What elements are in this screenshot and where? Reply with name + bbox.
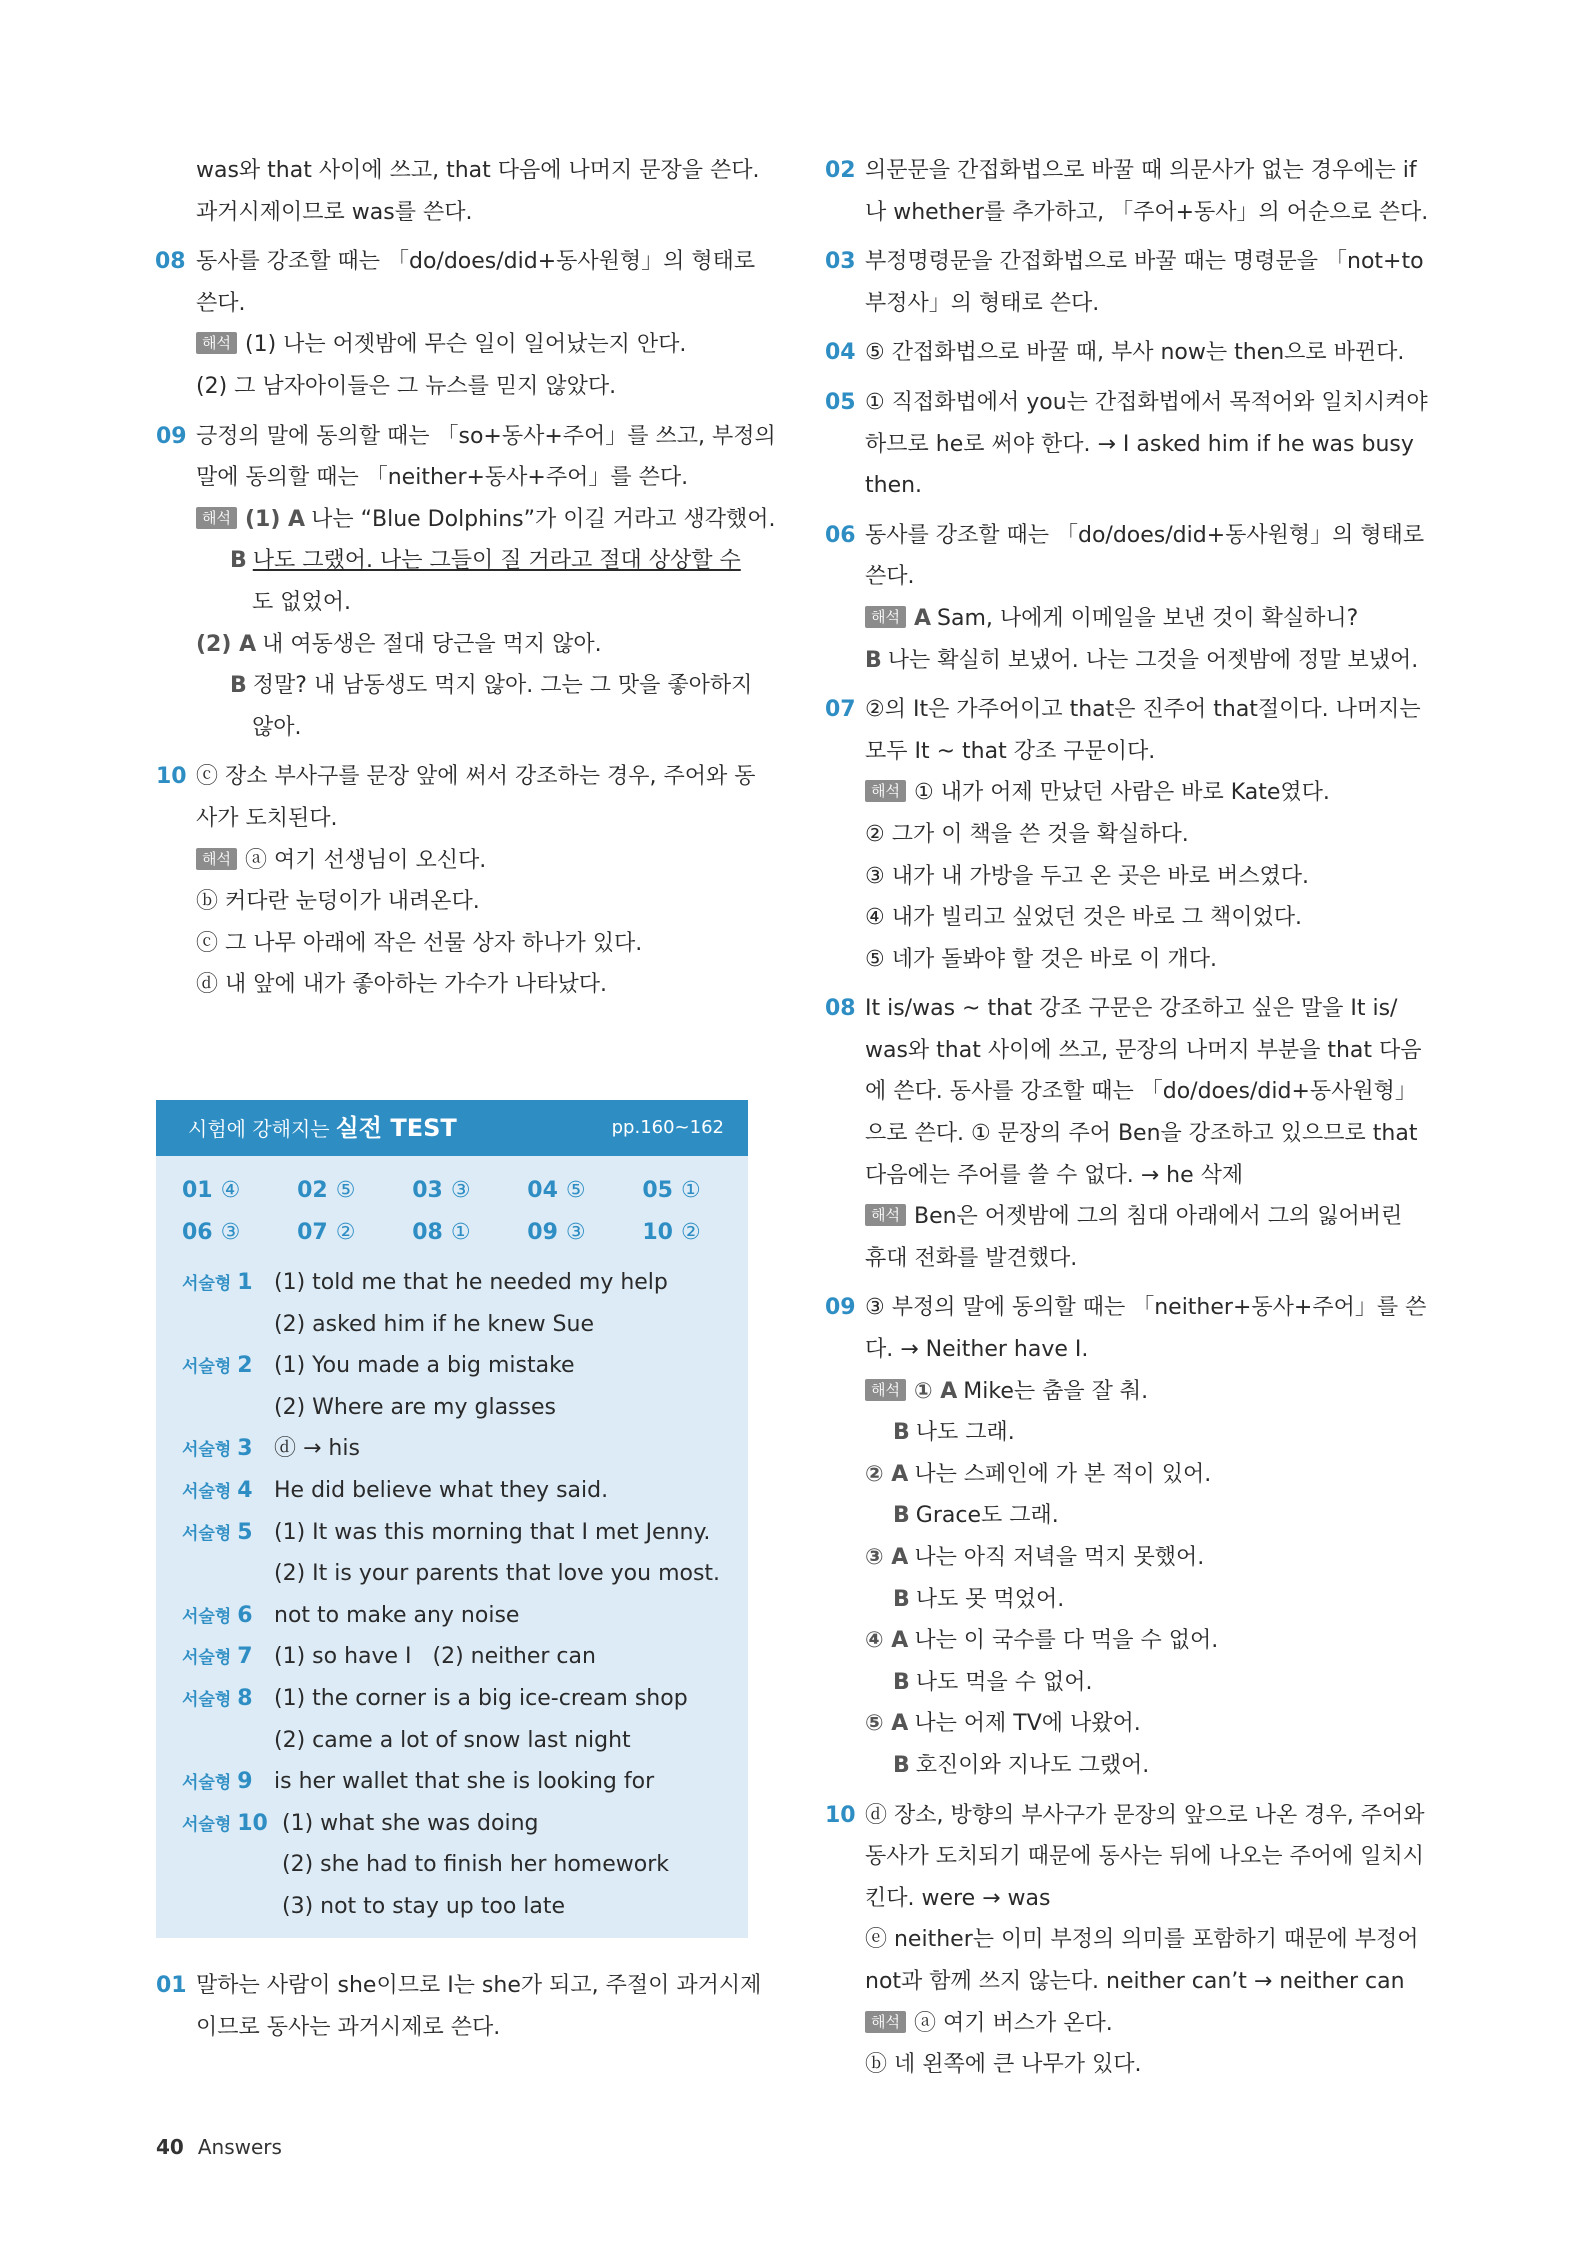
text-line: 동사를 강조할 때는 「do/does/did+동사원형」의 형태로: [196, 249, 756, 275]
translation-line: B 정말? 내 남동생도 먹지 않아. 그는 그 맛을 좋아하지: [230, 673, 753, 699]
answer-item: 07 ②: [297, 1220, 356, 1245]
translation-line: ⓓ 내 앞에 내가 좋아하는 가수가 나타났다.: [196, 972, 607, 998]
descriptive-item: 서술형 6 not to make any noise: [182, 1602, 520, 1628]
translation-line: 해석 A Sam, 나에게 이메일을 보낸 것이 확실하니?: [825, 598, 1415, 640]
descriptive-item: 서술형 7 (1) so have I (2) neither can: [182, 1644, 596, 1670]
page-range: pp.160~162: [611, 1117, 724, 1138]
explanation-10: [156, 756, 756, 1006]
left-column: [155, 150, 776, 1006]
descriptive-item: 서술형 4 He did believe what they said.: [182, 1477, 609, 1503]
translation-line: B 나도 못 먹었어.: [893, 1586, 1065, 1612]
translation-line: ② 그가 이 책을 쓴 것을 확실하다.: [865, 821, 1189, 847]
text-line: ⓓ 장소, 방향의 부사구가 문장의 앞으로 나온 경우, 주어와: [865, 1802, 1425, 1828]
text-line: 동사를 강조할 때는 「do/does/did+동사원형」의 형태로: [865, 522, 1425, 548]
translation-line: ⑤ A 나는 어제 TV에 나왔어.: [865, 1711, 1141, 1737]
text-line: ⑤ 간접화법으로 바꿀 때, 부사 now는 then으로 바뀐다.: [865, 340, 1405, 366]
descriptive-line: (2) asked him if he knew Sue: [274, 1311, 594, 1337]
text-line: 부정사」의 형태로 쓴다.: [865, 290, 1100, 316]
answer-item: 03 ③: [412, 1178, 471, 1203]
page-number: 40: [156, 2135, 184, 2159]
text-line: not과 함께 쓰지 않는다. neither can’t → neither can: [865, 1968, 1405, 1994]
answer-item: 01 ④: [182, 1178, 241, 1203]
text-line: then.: [865, 473, 923, 499]
explanation-07: [825, 689, 1421, 980]
question-number: 07: [825, 697, 856, 723]
text-line: 나 whether를 추가하고, 「주어+동사」의 어순으로 쓴다.: [865, 199, 1429, 225]
translation-line: B 나는 확실히 보냈어. 나는 그것을 어젯밤에 정말 보냈어.: [865, 647, 1419, 673]
translation-badge: 해석: [865, 1204, 906, 1226]
translation-line: 해석 (1) 나는 어젯밤에 무슨 일이 일어났는지 안다.: [156, 324, 748, 366]
question-number: 02: [825, 158, 856, 183]
translation-line: ③ A 나는 아직 저녁을 먹지 못했어.: [865, 1545, 1205, 1570]
test-header: [156, 1100, 748, 1156]
explanation-06: [825, 515, 1425, 681]
text-line: 긍정의 말에 동의할 때는 「so+동사+주어」를 쓰고, 부정의: [196, 423, 776, 449]
explanation-01: [156, 1965, 762, 2048]
question-number: 09: [156, 423, 187, 449]
descriptive-item: 서술형 3 ⓓ → his: [182, 1436, 360, 1462]
explanation-05: [825, 382, 1428, 507]
answer-item: 08 ①: [412, 1220, 471, 1245]
translation-badge: 해석: [196, 848, 237, 870]
translation-line: ⓑ 커다란 눈덩이가 내려온다.: [196, 889, 480, 915]
translation-line: ⓒ 그 나무 아래에 작은 선물 상자 하나가 있다.: [196, 930, 643, 956]
explanation-04: [825, 332, 1415, 374]
translation-line: ③ 내가 내 가방을 두고 온 곳은 바로 버스였다.: [865, 863, 1309, 889]
question-number: 05: [825, 389, 856, 415]
text-line: ⓒ 장소 부사구를 문장 앞에 써서 강조하는 경우, 주어와 동: [196, 764, 756, 790]
text-line: 다. → Neither have I.: [865, 1337, 1089, 1363]
answer-row: [182, 1220, 752, 1262]
answer-key-grid: [182, 1178, 752, 1262]
translation-badge: 해석: [865, 2011, 906, 2033]
translation-line: 해석 ⓐ 여기 버스가 온다.: [825, 2003, 1415, 2045]
descriptive-answers: [182, 1262, 720, 1928]
translation-line: 해석 ⓐ 여기 선생님이 오신다.: [156, 840, 748, 882]
text-line: 과거시제이므로 was를 쓴다.: [196, 199, 473, 225]
translation-line: B 나도 그랬어. 나는 그들이 질 거라고 절대 상상할 수: [230, 548, 741, 574]
intro-continuation: [156, 150, 760, 233]
explanation-08: [825, 988, 1422, 1279]
text-line: It is/was ~ that 강조 구문은 강조하고 싶은 말을 It is/: [865, 996, 1398, 1022]
answer-item: 04 ⑤: [527, 1178, 586, 1203]
translation-line: B 호진이와 지나도 그랬어.: [893, 1752, 1150, 1778]
text-line: ⓔ neither는 이미 부정의 의미를 포함하기 때문에 부정어: [865, 1927, 1419, 1953]
left-bottom: [156, 1965, 762, 2048]
translation-badge: 해석: [865, 780, 906, 802]
answer-item: 05 ①: [642, 1178, 701, 1203]
question-number: 01: [156, 1973, 187, 1998]
text-line: 킨다. were → was: [865, 1885, 1051, 1911]
text-line: 쓴다.: [196, 290, 246, 316]
question-number: 04: [825, 340, 856, 366]
text-line: 이므로 동사는 과거시제로 쓴다.: [196, 2014, 501, 2040]
question-number: 03: [825, 249, 856, 275]
right-column: [825, 150, 1429, 2086]
descriptive-line: (2) Where are my glasses: [274, 1394, 556, 1420]
answer-item: 09 ③: [527, 1220, 586, 1245]
translation-line: 휴대 전화를 발견했다.: [865, 1245, 1078, 1271]
descriptive-item: 서술형 5 (1) It was this morning that I met Jenny.: [182, 1519, 711, 1545]
translation-line: ② A 나는 스페인에 가 본 적이 있어.: [865, 1461, 1212, 1487]
descriptive-item: 서술형 8 (1) the corner is a big ice-cream shop: [182, 1685, 688, 1711]
descriptive-line: (2) It is your parents that love you most.: [274, 1561, 721, 1587]
text-line: ②의 It은 가주어이고 that은 진주어 that절이다. 나머지는: [865, 697, 1421, 723]
text-line: 다음에는 주어를 쓸 수 없다. → he 삭제: [865, 1162, 1244, 1188]
descriptive-line: (2) she had to finish her homework: [282, 1852, 669, 1878]
explanation-10: [825, 1795, 1425, 2086]
translation-line: B 나도 그래.: [893, 1420, 1015, 1446]
text-line: ③ 부정의 말에 동의할 때는 「neither+동사+주어」를 쓴: [865, 1295, 1427, 1321]
translation-line: 해석 ① A Mike는 춤을 잘 춰.: [825, 1371, 1415, 1413]
question-number: 10: [825, 1802, 856, 1828]
translation-badge: 해석: [196, 332, 237, 354]
practice-test-box: [156, 1100, 748, 1938]
footer-label: Answers: [197, 2135, 282, 2159]
answer-item: 06 ③: [182, 1220, 241, 1245]
text-line: was와 that 사이에 쓰고, that 다음에 나머지 문장을 쓴다.: [196, 158, 760, 183]
translation-line: ④ A 나는 이 국수를 다 먹을 수 없어.: [865, 1628, 1219, 1654]
question-number: 06: [825, 522, 856, 548]
translation-line: 해석 (1) A 나는 “Blue Dolphins”가 이길 거라고 생각했어.: [156, 499, 748, 541]
text-line: 에 쓴다. 동사를 강조할 때는 「do/does/did+동사원형」: [865, 1079, 1417, 1105]
translation-line: ④ 내가 빌리고 싶었던 것은 바로 그 책이었다.: [865, 905, 1302, 931]
translation-line: (2) A 내 여동생은 절대 당근을 먹지 않아.: [196, 631, 602, 657]
test-title: 시험에 강해지는 실전 TEST: [188, 1114, 457, 1142]
translation-line: 않아.: [252, 714, 302, 740]
text-line: 의문문을 간접화법으로 바꿀 때 의문사가 없는 경우에는 if: [865, 158, 1417, 183]
translation-line: (2) 그 남자아이들은 그 뉴스를 믿지 않았다.: [196, 373, 617, 399]
question-number: 09: [825, 1295, 856, 1321]
text-line: ① 직접화법에서 you는 간접화법에서 목적어와 일치시켜야: [865, 389, 1428, 415]
text-line: 쓴다.: [865, 564, 915, 590]
translation-badge: 해석: [865, 606, 906, 628]
descriptive-item: 서술형 9 is her wallet that she is looking for: [182, 1769, 655, 1795]
answer-item: 10 ②: [642, 1220, 701, 1245]
translation-line: B Grace도 그래.: [893, 1503, 1059, 1529]
explanation-02: [825, 150, 1429, 233]
text-line: was와 that 사이에 쓰고, 문장의 나머지 부분을 that 다음: [865, 1037, 1422, 1063]
descriptive-item: 서술형 2 (1) You made a big mistake: [182, 1353, 575, 1379]
descriptive-item: 서술형 1 (1) told me that he needed my help: [182, 1270, 668, 1295]
translation-line: 도 없었어.: [252, 589, 351, 615]
explanation-08: [155, 241, 756, 407]
translation-line: ⑤ 네가 돌봐야 할 것은 바로 이 개다.: [865, 946, 1217, 972]
answer-item: 02 ⑤: [297, 1178, 356, 1203]
translation-badge: 해석: [865, 1379, 906, 1401]
text-line: 말하는 사람이 she이므로 I는 she가 되고, 주절이 과거시제: [196, 1973, 762, 1998]
explanation-03: [825, 241, 1424, 324]
explanation-09: [156, 416, 776, 749]
page-footer: [156, 2135, 282, 2159]
question-number: 08: [825, 996, 856, 1022]
descriptive-item: 서술형 10 (1) what she was doing: [182, 1810, 539, 1836]
question-number: 08: [155, 249, 186, 275]
translation-line: 해석 ① 내가 어제 만났던 사람은 바로 Kate였다.: [825, 772, 1415, 814]
text-line: 으로 쓴다. ① 문장의 주어 Ben을 강조하고 있으므로 that: [865, 1121, 1418, 1147]
descriptive-line: (2) came a lot of snow last night: [274, 1727, 631, 1753]
translation-line: ⓑ 네 왼쪽에 큰 나무가 있다.: [865, 2052, 1142, 2078]
explanation-09: [825, 1287, 1427, 1786]
text-line: 모두 It ~ that 강조 구문이다.: [865, 738, 1156, 764]
text-line: 부정명령문을 간접화법으로 바꿀 때는 명령문을 「not+to: [865, 249, 1424, 275]
question-number: 10: [156, 764, 187, 790]
text-line: 사가 도치된다.: [196, 805, 338, 831]
text-line: 하므로 he로 써야 한다. → I asked him if he was busy: [865, 431, 1414, 457]
text-line: 말에 동의할 때는 「neither+동사+주어」를 쓴다.: [196, 465, 689, 491]
translation-line: B 나도 먹을 수 없어.: [893, 1669, 1093, 1695]
text-line: 동사가 도치되기 때문에 동사는 뒤에 나오는 주어에 일치시: [865, 1844, 1425, 1870]
answer-row: [182, 1178, 752, 1220]
descriptive-line: (3) not to stay up too late: [282, 1893, 566, 1919]
translation-line: 해석 Ben은 어젯밤에 그의 침대 아래에서 그의 잃어버린: [825, 1196, 1415, 1238]
translation-badge: 해석: [196, 507, 237, 529]
